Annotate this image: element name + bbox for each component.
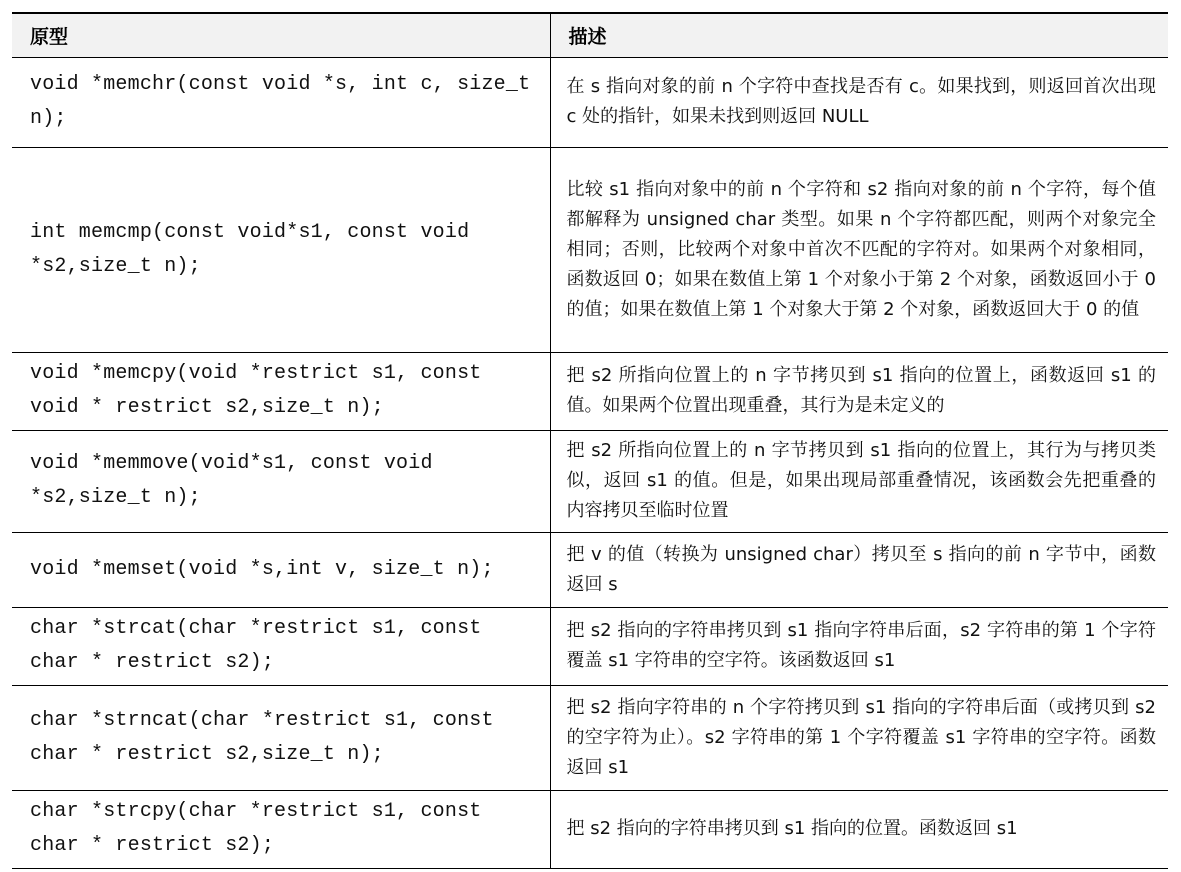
prototype-cell: char *strcat(char *restrict s1, const char * restrict s2);: [12, 607, 550, 685]
table-row: [12, 607, 1168, 685]
function-table-container: [12, 12, 1168, 869]
header-description: 描述: [550, 13, 1168, 57]
header-prototype: 原型: [12, 13, 550, 57]
string-function-table: [12, 12, 1168, 869]
prototype-cell: int memcmp(const void*s1, const void *s2,size_t n);: [12, 147, 550, 352]
table-row: [12, 790, 1168, 868]
prototype-cell: void *memcpy(void *restrict s1, const void * restrict s2,size_t n);: [12, 352, 550, 430]
prototype-cell: void *memmove(void*s1, const void *s2,size_t n);: [12, 430, 550, 532]
table-row: [12, 430, 1168, 532]
description-cell: 比较 s1 指向对象中的前 n 个字符和 s2 指向对象的前 n 个字符，每个值都解释为 unsigned char 类型。如果 n 个字符都匹配，则两个对象完全相同；否则，比较两个对象中首次不匹配的字符对。如果两个对象相同，函数返回 0；如果在数值上第 1 个对象小于第 2 个对象，函数返回小于 0 的值；如果在数值上第 1 个对象大于第 2 个对象，函数返回大于 0 的值: [550, 147, 1168, 352]
description-cell: 把 s2 指向的字符串拷贝到 s1 指向的位置。函数返回 s1: [550, 790, 1168, 868]
table-row: [12, 352, 1168, 430]
description-cell: 把 s2 指向的字符串拷贝到 s1 指向字符串后面，s2 字符串的第 1 个字符覆盖 s1 字符串的空字符。该函数返回 s1: [550, 607, 1168, 685]
prototype-cell: char *strncat(char *restrict s1, const char * restrict s2,size_t n);: [12, 685, 550, 790]
prototype-cell: void *memchr(const void *s, int c, size_t n);: [12, 57, 550, 147]
prototype-cell: char *strcpy(char *restrict s1, const char * restrict s2);: [12, 790, 550, 868]
description-cell: 把 s2 指向字符串的 n 个字符拷贝到 s1 指向的字符串后面（或拷贝到 s2 的空字符为止）。s2 字符串的第 1 个字符覆盖 s1 字符串的空字符。函数返回 s1: [550, 685, 1168, 790]
prototype-cell: void *memset(void *s,int v, size_t n);: [12, 532, 550, 607]
description-cell: 把 v 的值（转换为 unsigned char）拷贝至 s 指向的前 n 字节中，函数返回 s: [550, 532, 1168, 607]
description-cell: 在 s 指向对象的前 n 个字符中查找是否有 c。如果找到，则返回首次出现 c 处的指针，如果未找到则返回 NULL: [550, 57, 1168, 147]
table-row: [12, 685, 1168, 790]
description-cell: 把 s2 所指向位置上的 n 字节拷贝到 s1 指向的位置上，函数返回 s1 的值。如果两个位置出现重叠，其行为是未定义的: [550, 352, 1168, 430]
table-row: [12, 532, 1168, 607]
table-header-row: [12, 13, 1168, 57]
table-row: [12, 147, 1168, 352]
description-cell: 把 s2 所指向位置上的 n 字节拷贝到 s1 指向的位置上，其行为与拷贝类似，返回 s1 的值。但是，如果出现局部重叠情况，该函数会先把重叠的内容拷贝至临时位置: [550, 430, 1168, 532]
table-row: [12, 57, 1168, 147]
